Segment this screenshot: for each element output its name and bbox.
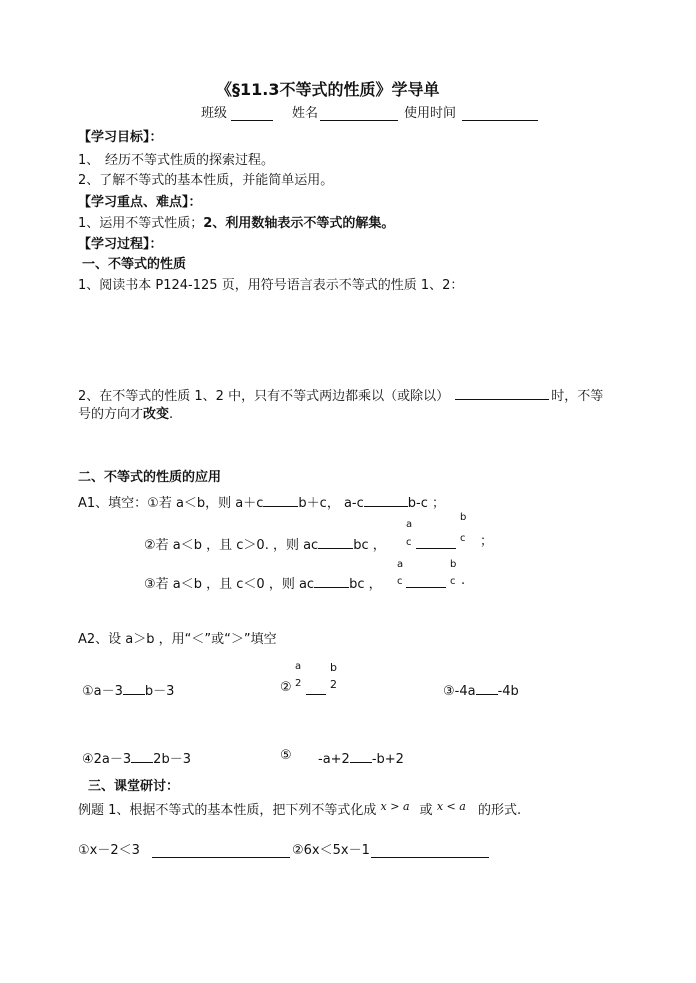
- p2-text-e: .: [169, 407, 174, 422]
- frac-a-over-c-2-den: c: [397, 576, 403, 587]
- page-title: 《§11.3不等式的性质》学导单: [216, 80, 440, 99]
- process-heading: 【学习过程】：: [78, 237, 163, 252]
- a2-5-blank: [350, 749, 372, 763]
- frac-b-over-c-1-num: b: [460, 512, 467, 523]
- a1-2-blank: [318, 535, 353, 549]
- a2-5c: -b+2: [371, 752, 404, 767]
- a1-3-end: .: [461, 573, 466, 588]
- frac-b-over-2-den: 2: [330, 678, 337, 691]
- a2-1-blank: [123, 681, 145, 695]
- class-label: 班级: [201, 106, 228, 121]
- a2-4a: ④2a－3: [82, 752, 132, 767]
- a2-2-blank: [306, 681, 326, 695]
- p2-text-b: 时，不等: [551, 389, 604, 404]
- a1-3-b: bc ，: [349, 577, 382, 592]
- ex1-form-1: x > a: [380, 800, 410, 813]
- question-1-blank: [152, 844, 290, 858]
- a1-3-blank-2: [406, 574, 446, 588]
- a2-item-5-label: ⑤: [280, 748, 292, 763]
- a2-3-blank: [476, 681, 498, 695]
- a1-mid: b＋c， a-c: [298, 496, 364, 511]
- question-1: ①x－2＜3: [78, 843, 140, 858]
- a1-3-blank: [314, 574, 349, 588]
- question-2-blank: [371, 844, 489, 858]
- p2-text-a: 2、在不等式的性质 1、2 中，只有不等式两边都乘以（或除以）: [78, 389, 450, 404]
- a2-item-5: [318, 749, 404, 766]
- frac-b-over-c-2-den: c: [450, 576, 456, 587]
- example-1: [78, 800, 522, 818]
- key-heading: 【学习重点、难点】：: [78, 195, 202, 210]
- frac-a-over-c-1-num: a: [406, 519, 413, 530]
- key-line: [78, 217, 394, 230]
- ex1-form-2: x < a: [436, 800, 466, 813]
- frac-a-over-2-num: a: [295, 661, 302, 672]
- a1-blank-2: [364, 493, 408, 507]
- a2-1a: ①a－3: [82, 684, 123, 699]
- time-blank: [462, 107, 538, 121]
- a1-2-a: ②若 a＜b ，且 c＞0. ，则 ac: [144, 538, 319, 553]
- a1-2-end: ；: [480, 534, 494, 549]
- goal-1-number: 1、: [78, 153, 100, 168]
- key-1: 1、运用不等式性质；: [78, 216, 204, 231]
- a2-1b: b－3: [144, 684, 175, 699]
- ex1-c: 的形式.: [477, 803, 522, 818]
- a1-line2: [144, 535, 386, 552]
- a1-end: b-c ；: [407, 496, 445, 511]
- question-2: ②6x＜5x－1: [292, 843, 370, 858]
- a2-item-1: [82, 681, 174, 698]
- paragraph-2-line2: [78, 408, 173, 421]
- time-label: 使用时间: [404, 106, 457, 121]
- a2-item-2-label: ②: [280, 680, 292, 695]
- a1-line1: [78, 493, 445, 510]
- a2-5b: -a+2: [318, 752, 350, 767]
- a1-line3: [144, 574, 382, 591]
- goals-heading: 【学习目标】：: [78, 130, 163, 145]
- a2-3a: ③-4a: [443, 684, 476, 699]
- a1-2-blank-2: [416, 535, 456, 549]
- a1-3-a: ③若 a＜b ，且 c＜0 ，则 ac: [144, 577, 315, 592]
- key-2: 2、利用数轴表示不等式的解集。: [203, 216, 395, 231]
- ex1-b: 或: [419, 803, 433, 818]
- part3-heading: 三、课堂研讨：: [88, 779, 180, 794]
- p2-blank: [455, 386, 549, 400]
- class-blank: [231, 107, 273, 121]
- a2-4b: 2b－3: [153, 752, 191, 767]
- frac-b-over-2-num: b: [330, 661, 337, 674]
- frac-a-over-c-1-den: c: [406, 537, 412, 548]
- goal-2: 2、了解不等式的基本性质，并能简单运用。: [78, 173, 334, 188]
- part2-heading: 二、不等式的性质的应用: [78, 470, 222, 485]
- p2-text-d: 改变: [143, 407, 170, 422]
- a1-2-b: bc ，: [353, 538, 386, 553]
- a2-3b: -4b: [497, 684, 519, 699]
- p2-text-c: 号的方向才: [78, 407, 144, 422]
- goal-1-text: 经历不等式性质的探索过程。: [105, 153, 275, 168]
- a2-intro: A2、设 a＞b ，用“＜”或“＞”填空: [78, 632, 277, 647]
- frac-a-over-c-2-num: a: [397, 559, 404, 570]
- ex1-a: 例题 1、根据不等式的基本性质，把下列不等式化成: [78, 803, 377, 818]
- paragraph-2-line1: [78, 386, 603, 403]
- paragraph-1: 1、阅读书本 P124-125 页，用符号语言表示不等式的性质 1、2：: [78, 278, 464, 293]
- a1-blank-1: [263, 493, 298, 507]
- name-label: 姓名: [292, 106, 319, 121]
- frac-a-over-2-den: 2: [295, 678, 302, 689]
- frac-b-over-c-1-den: c: [460, 533, 466, 544]
- a2-item-4: [82, 749, 191, 766]
- part1-heading: 一、不等式的性质: [82, 257, 187, 272]
- name-blank: [320, 107, 398, 121]
- a2-4-blank: [131, 749, 153, 763]
- a2-item-3: [443, 681, 519, 698]
- a1-intro: A1、填空：①若 a＜b，则 a＋c: [78, 496, 264, 511]
- frac-b-over-c-2-num: b: [450, 559, 457, 570]
